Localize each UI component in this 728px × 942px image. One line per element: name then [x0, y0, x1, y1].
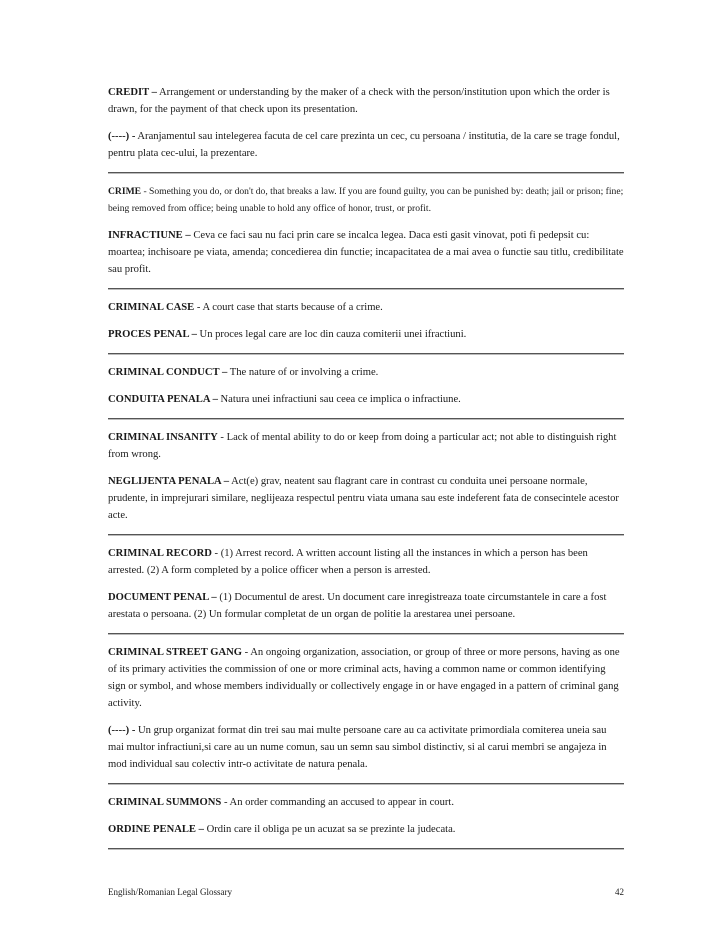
english-definition-text: - An order commanding an accused to appear in court. — [221, 797, 454, 808]
page-footer — [108, 886, 624, 898]
entry-divider — [108, 288, 624, 289]
english-definition-text: - (1) Arrest record. A written account listing all the instances in which a person has been arrested. (2) A form completed by a police officer when a person is arrested. — [108, 548, 588, 576]
english-definition-text: - Something you do, or don't do, that breaks a law. If you are found guilty, you can be punished by: death; jail or prison; fine; being removed from office; being unable to hold any office of honor, trust, or profit. — [108, 186, 624, 214]
entry-criminal-record — [108, 545, 624, 623]
english-term: CREDIT – — [108, 87, 157, 98]
english-definition — [108, 429, 624, 463]
romanian-definition — [108, 128, 624, 162]
romanian-term: PROCES PENAL – — [108, 329, 197, 340]
entry-divider — [108, 534, 624, 535]
english-term: CRIMINAL INSANITY — [108, 432, 218, 443]
entry-credit — [108, 84, 624, 162]
romanian-term: (----) - — [108, 131, 136, 142]
entry-divider — [108, 633, 624, 634]
english-definition — [108, 644, 624, 712]
romanian-definition — [108, 473, 624, 524]
romanian-definition — [108, 227, 624, 278]
romanian-term: INFRACTIUNE – — [108, 230, 191, 241]
english-definition — [108, 545, 624, 579]
page-number: 42 — [615, 887, 624, 897]
romanian-definition-text: Aranjamentul sau intelegerea facuta de cel care prezinta un cec, cu persoana / institutia, de la care se trage fondul, pentru plata cec-ului, la prezentare. — [108, 131, 620, 159]
english-term: CRIMINAL RECORD — [108, 548, 212, 559]
romanian-definition-text: Un grup organizat format din trei sau mai multe persoane care au ca activitate primordiala comiterea uneia sau mai multor infractiuni,si care au un nume comun, sau un semn sau simbol distinctiv, si al carui membri se angajeza in mod individual sau colectiv intr-o activitate de natura penala. — [108, 725, 607, 770]
english-definition-text: - A court case that starts because of a crime. — [194, 302, 383, 313]
romanian-term: CONDUITA PENALA – — [108, 394, 218, 405]
english-definition-text: - An ongoing organization, association, or group of three or more persons, having as one of its primary activities the commission of one or more criminal acts, having a common name or common identifying sign or symbol, and whose members individually or collectively engage in or have engaged in a pattern of criminal gang activity. — [108, 647, 620, 709]
entry-criminal-insanity — [108, 429, 624, 524]
romanian-term: DOCUMENT PENAL – — [108, 592, 217, 603]
footer-title: English/Romanian Legal Glossary — [108, 887, 232, 897]
romanian-definition — [108, 589, 624, 623]
romanian-definition-text: Natura unei infractiuni sau ceea ce implica o infractiune. — [217, 394, 461, 405]
entry-divider — [108, 353, 624, 354]
entry-crime — [108, 183, 624, 278]
entry-criminal-street-gang — [108, 644, 624, 773]
english-definition — [108, 364, 624, 381]
entry-criminal-conduct — [108, 364, 624, 408]
english-definition — [108, 299, 624, 316]
entry-divider — [108, 783, 624, 784]
entry-divider — [108, 848, 624, 849]
romanian-term: (----) - — [108, 725, 136, 736]
english-definition — [108, 183, 624, 217]
entry-divider — [108, 172, 624, 173]
entry-criminal-case — [108, 299, 624, 343]
english-definition — [108, 794, 624, 811]
glossary-page — [108, 84, 624, 859]
english-definition — [108, 84, 624, 118]
entry-divider — [108, 418, 624, 419]
english-term: CRIMINAL STREET GANG — [108, 647, 243, 658]
romanian-definition-text: Ceva ce faci sau nu faci prin care se incalca legea. Daca esti gasit vinovat, poti fi pedepsit cu: moartea; inchisoare pe viata, amenda; concedierea din functie; incapacitatea de a mai avea o functie sau titlu, credibilitate sau profit. — [108, 230, 624, 275]
romanian-term: NEGLIJENTA PENALA – — [108, 476, 230, 487]
english-term: CRIME — [108, 186, 142, 197]
romanian-definition — [108, 391, 624, 408]
english-term: CRIMINAL SUMMONS — [108, 797, 222, 808]
english-definition-text: - Lack of mental ability to do or keep from doing a particular act; not able to distinguish right from wrong. — [108, 432, 617, 460]
romanian-definition-text: (1) Documentul de arest. Un document care inregistreaza toate circumstantele in care a fost arestata o persoana. (2) Un formular completat de un organ de politie la arestarea unei persoane. — [108, 592, 607, 620]
romanian-definition — [108, 326, 624, 343]
english-definition-text: The nature of or involving a crime. — [227, 367, 379, 378]
english-definition-text: Arrangement or understanding by the maker of a check with the person/institution upon which the order is drawn, for the payment of that check upon its presentation. — [108, 87, 610, 115]
romanian-definition — [108, 722, 624, 773]
entry-criminal-summons — [108, 794, 624, 838]
romanian-definition — [108, 821, 624, 838]
romanian-term: ORDINE PENALE – — [108, 824, 204, 835]
romanian-definition-text: Act(e) grav, neatent sau flagrant care in contrast cu conduita unei persoane normale, prudente, in imprejurari similare, neglijeaza respectul pentru viata umana sau este indeferent fata de consecintele acestor acte. — [108, 476, 619, 521]
english-term: CRIMINAL CONDUCT – — [108, 367, 228, 378]
english-term: CRIMINAL CASE — [108, 302, 195, 313]
romanian-definition-text: Un proces legal care are loc din cauza comiterii unei ifractiuni. — [196, 329, 467, 340]
romanian-definition-text: Ordin care il obliga pe un acuzat sa se prezinte la judecata. — [203, 824, 456, 835]
